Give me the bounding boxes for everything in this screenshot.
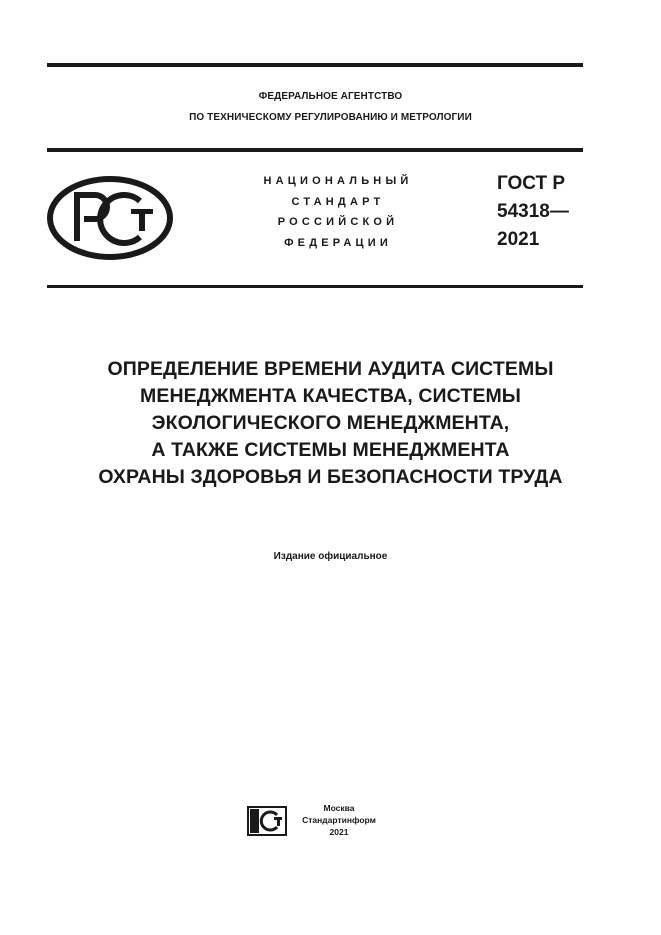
document-title-line-3: ЭКОЛОГИЧЕСКОГО МЕНЕДЖМЕНТА,: [151, 412, 510, 434]
document-title-line-1: ОПРЕДЕЛЕНИЕ ВРЕМЕНИ АУДИТА СИСТЕМЫ: [107, 358, 554, 380]
header-rule: [47, 148, 583, 152]
standard-type-line-1: НАЦИОНАЛЬНЫЙ: [263, 175, 413, 187]
agency-name-line-2: ПО ТЕХНИЧЕСКОМУ РЕГУЛИРОВАНИЮ И МЕТРОЛОГИИ: [189, 112, 472, 123]
designation-rule: [47, 285, 583, 288]
top-rule: [47, 63, 583, 67]
rst-conformity-mark-icon: [47, 175, 173, 261]
standard-type-line-4: ФЕДЕРАЦИИ: [284, 237, 392, 249]
publisher-year: 2021: [329, 827, 349, 837]
standartinform-logo-icon: [247, 806, 287, 836]
edition-label: Издание официальное: [273, 551, 388, 562]
standard-type-line-3: РОССИЙСКОЙ: [277, 216, 399, 228]
gost-designation-line-3: 2021: [497, 229, 540, 250]
publisher-name: Стандартинформ: [302, 815, 376, 825]
standard-type-line-2: СТАНДАРТ: [291, 196, 385, 208]
document-title-line-2: МЕНЕДЖМЕНТА КАЧЕСТВА, СИСТЕМЫ: [140, 385, 521, 407]
document-title-line-4: А ТАКЖЕ СИСТЕМЫ МЕНЕДЖМЕНТА: [151, 439, 510, 461]
gost-designation-line-1: ГОСТ Р: [497, 173, 566, 194]
document-title-line-5: ОХРАНЫ ЗДОРОВЬЯ И БЕЗОПАСНОСТИ ТРУДА: [98, 466, 563, 488]
publisher-city: Москва: [323, 803, 355, 813]
agency-name-line-1: ФЕДЕРАЛЬНОЕ АГЕНТСТВО: [258, 91, 403, 102]
gost-designation-line-2: 54318—: [497, 201, 569, 222]
